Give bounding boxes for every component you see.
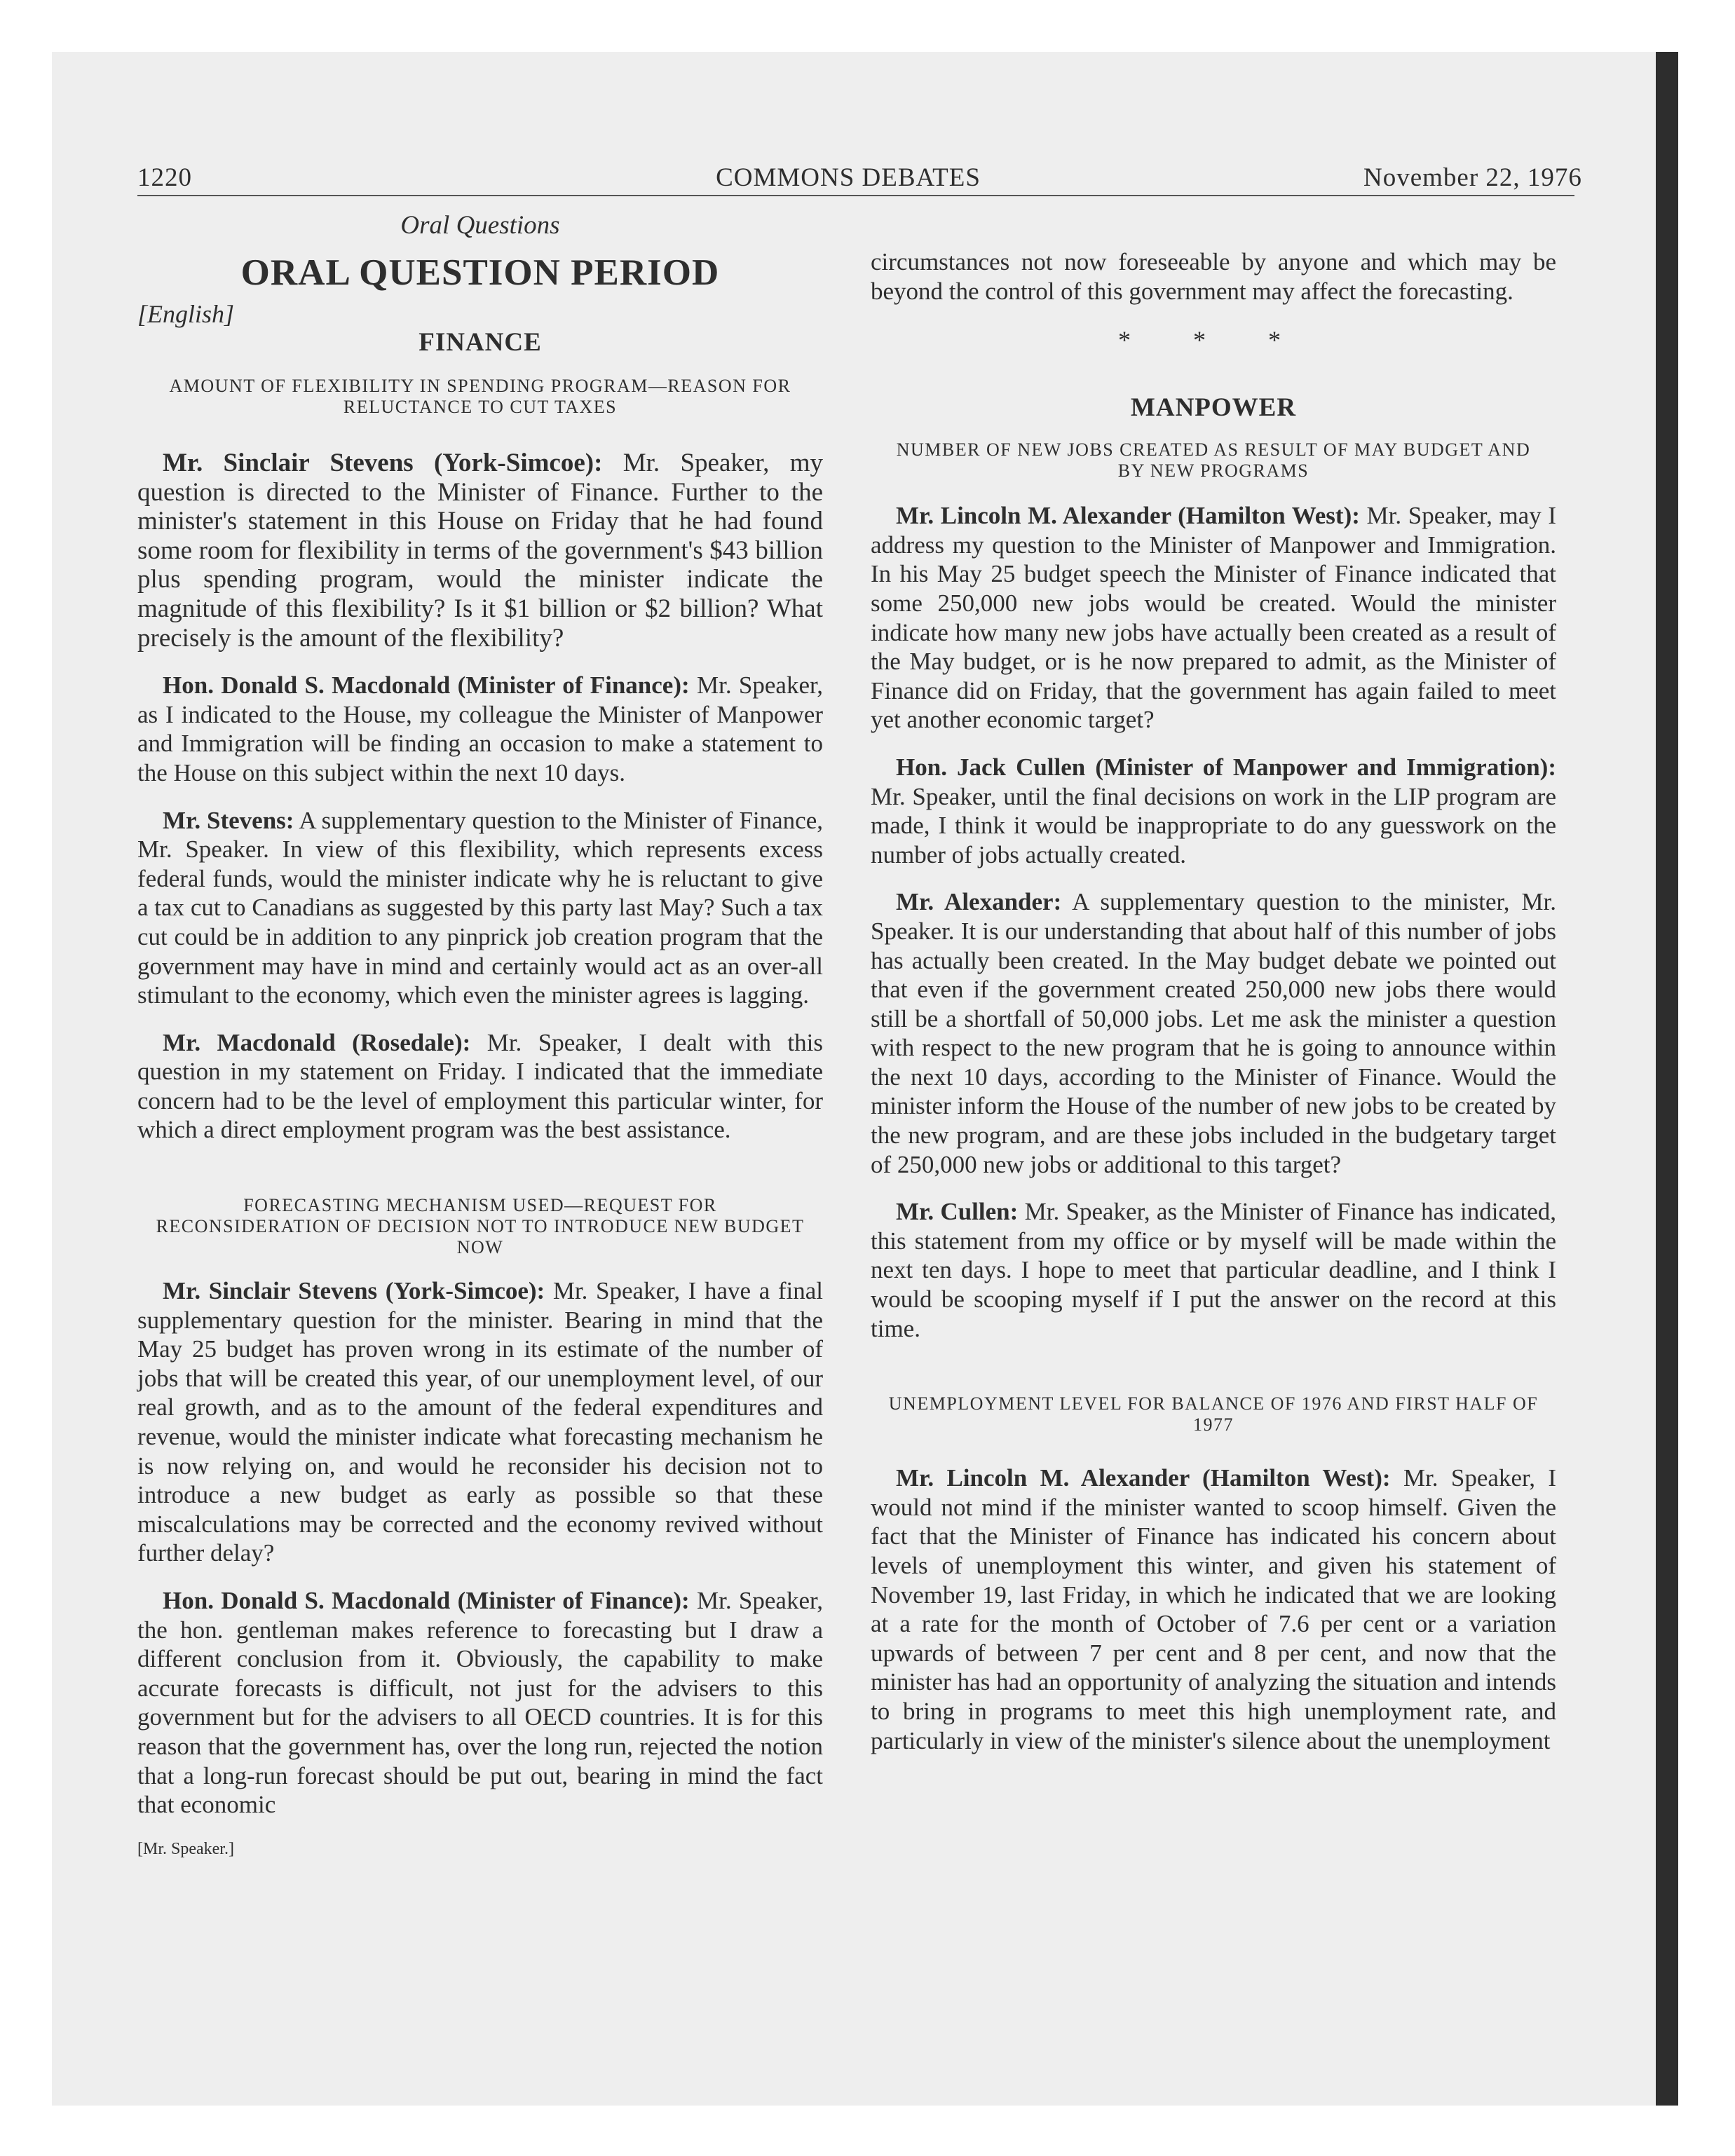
speech-text: A supplementary question to the minister, Mr. Speaker. It is our understanding that about half of this number of jobs has actually been created. In the May budget debate we pointed out that even if the government created 250,000 new jobs there would still be a shortfall of 50,000 jobs. Let me ask the minister a question with respect to the new program that he is going to announce within the next 10 days, according to the Minister of Finance. Would the minister inform the House of the number of new jobs to be created by the new program, and are these jobs included in the budgetary target of 250,000 new jobs or additional to this target? bbox=[871, 888, 1556, 1178]
speech-text: A supplementary question to the Minister of Finance, Mr. Speaker. In view of this flexibility, which represents excess federal funds, would the minister indicate why he is reluctant to give a tax cut to Canadians as suggested by this party last May? Such a tax cut could be in addition to any pinprick job creation program that the government may have in mind and certainly would act as an over-all stimulant to the economy, which even the minister agrees is lagging. bbox=[137, 806, 823, 1009]
paragraph bbox=[137, 1276, 823, 1568]
speech-text: Mr. Speaker, I dealt with this question in my statement on Friday. I indicated that the immediate concern had to be the level of employment this particular winter, for which a direct employment program was the best assistance. bbox=[137, 1028, 823, 1144]
paragraph-continued: circumstances not now foreseeable by anyone and which may be beyond the control of this government may affect the forecasting. bbox=[871, 248, 1556, 305]
speech-text: Mr. Speaker, my question is directed to the Minister of Finance. Further to the minister's statement in this House on Friday that he had found some room for flexibility in terms of the government's $43 billion plus spending program, would the minister indicate the magnitude of this flexibility? Is it $1 billion or $2 billion? What precisely is the amount of the flexibility? bbox=[137, 449, 823, 653]
section-heading-finance: FINANCE bbox=[419, 328, 542, 357]
subheading-new-jobs: NUMBER OF NEW JOBS CREATED AS RESULT OF MAY BUDGET AND BY NEW PROGRAMS bbox=[896, 439, 1531, 482]
header-rule bbox=[137, 195, 1574, 196]
paragraph bbox=[871, 887, 1556, 1179]
paragraph bbox=[137, 671, 823, 787]
paragraph bbox=[871, 1464, 1556, 1755]
paragraph bbox=[137, 1586, 823, 1820]
scan-edge bbox=[1656, 52, 1678, 2106]
speech-text: Mr. Speaker, I have a final supplementary question for the minister. Bearing in mind that the May 25 budget has proven wrong in its estimate of the number of jobs that will be created this year, of our unemployment level, of our real growth, and as to the amount of the federal expenditures and revenue, would the minister indicate what forecasting mechanism he is now relying on, and would he reconsider his decision not to introduce a new budget as early as possible so that these miscalculations may be corrected and the economy revived without further delay? bbox=[137, 1277, 823, 1567]
subheading-unemployment: UNEMPLOYMENT LEVEL FOR BALANCE OF 1976 AND FIRST HALF OF 1977 bbox=[888, 1393, 1539, 1435]
speaker-name: Mr. Cullen: bbox=[896, 1198, 1019, 1226]
speech-text: Mr. Speaker, may I address my question to the Minister of Manpower and Immigration. In his May 25 budget speech the Minister of Finance indicated that some 250,000 new jobs would be created. Would the minister indicate how many new jobs have actually been created as a result of the May budget, or is he now prepared to admit, as the Minister of Finance did on Friday, that the government has again failed to meet yet another economic target? bbox=[871, 502, 1556, 734]
speaker-name: Mr. Macdonald (Rosedale): bbox=[163, 1028, 471, 1056]
publication-date: November 22, 1976 bbox=[1363, 163, 1582, 192]
speaker-name: Hon. Jack Cullen (Minister of Manpower and Immigration): bbox=[896, 753, 1556, 781]
section-separator: * * * bbox=[1118, 326, 1309, 355]
right-column bbox=[871, 247, 1556, 1755]
speech-text: Mr. Speaker, I would not mind if the minister wanted to scoop himself. Given the fact that the Minister of Finance has indicated his concern about levels of unemployment this winter, and given his statement of November 19, last Friday, in which he indicated that we are looking at a rate for the month of October of 7.6 per cent or a variation upwards of between 7 per cent and 8 per cent, and now that the minister has had an opportunity of analyzing the situation and intends to bring in programs to meet this high unemployment rate, and particularly in view of the minister's silence about the unemployment bbox=[871, 1464, 1556, 1754]
publication-title: COMMONS DEBATES bbox=[716, 163, 981, 192]
paragraph bbox=[871, 501, 1556, 735]
speaker-name: Mr. Sinclair Stevens (York-Simcoe): bbox=[163, 449, 603, 477]
paragraph bbox=[871, 753, 1556, 869]
speech-text: Mr. Speaker, as the Minister of Finance has indicated, this statement from my office or by myself will be made within the next ten days. I hope to meet that particular deadline, and I think I would be scooping myself if I put the answer on the record at this time. bbox=[871, 1198, 1556, 1342]
paragraph bbox=[137, 449, 823, 653]
speech-text: Mr. Speaker, the hon. gentleman makes reference to forecasting but I draw a different conclusion from it. Obviously, the capability to make accurate forecasts is difficult, not just for the advisers to this government but for the advisers to all OECD countries. It is for this reason that the government has, over the long run, rejected the notion that a long-run forecast should be put out, bearing in mind the fact that economic bbox=[137, 1587, 823, 1819]
page-title: ORAL QUESTION PERIOD bbox=[240, 252, 720, 293]
section-kicker: Oral Questions bbox=[400, 211, 560, 240]
subheading-flexibility: AMOUNT OF FLEXIBILITY IN SPENDING PROGRAM—REASON FOR RELUCTANCE TO CUT TAXES bbox=[169, 376, 791, 417]
speaker-name: Mr. Sinclair Stevens (York-Simcoe): bbox=[163, 1277, 545, 1305]
left-column bbox=[137, 210, 823, 1864]
speaker-name: Hon. Donald S. Macdonald (Minister of Finance): bbox=[163, 1587, 690, 1614]
speaker-name: Mr. Alexander: bbox=[896, 888, 1062, 916]
speaker-name: Hon. Donald S. Macdonald (Minister of Finance): bbox=[163, 671, 690, 700]
speaker-name: Mr. Lincoln M. Alexander (Hamilton West): bbox=[896, 1464, 1391, 1492]
section-heading-manpower: MANPOWER bbox=[1130, 393, 1297, 423]
language-tag: [English] bbox=[137, 300, 235, 328]
speech-text: Mr. Speaker, as I indicated to the House, my colleague the Minister of Manpower and Immigration will be finding an occasion to make a statement to the House on this subject within the next 10 days. bbox=[137, 671, 823, 786]
subheading-forecasting: FORECASTING MECHANISM USED—REQUEST FOR RECONSIDERATION OF DECISION NOT TO INTRODUCE NEW BUDGET NOW bbox=[156, 1195, 805, 1258]
speaker-name: Mr. Stevens: bbox=[163, 806, 294, 834]
paragraph bbox=[137, 806, 823, 1010]
paragraph bbox=[871, 1197, 1556, 1343]
speech-text: Mr. Speaker, until the final decisions on work in the LIP program are made, I think it would be inappropriate to do any guesswork on the number of jobs actually created. bbox=[871, 782, 1556, 868]
paragraph bbox=[137, 1028, 823, 1145]
page-number: 1220 bbox=[137, 163, 192, 192]
speaker-note: [Mr. Speaker.] bbox=[137, 1839, 234, 1858]
speaker-name: Mr. Lincoln M. Alexander (Hamilton West): bbox=[896, 502, 1360, 530]
